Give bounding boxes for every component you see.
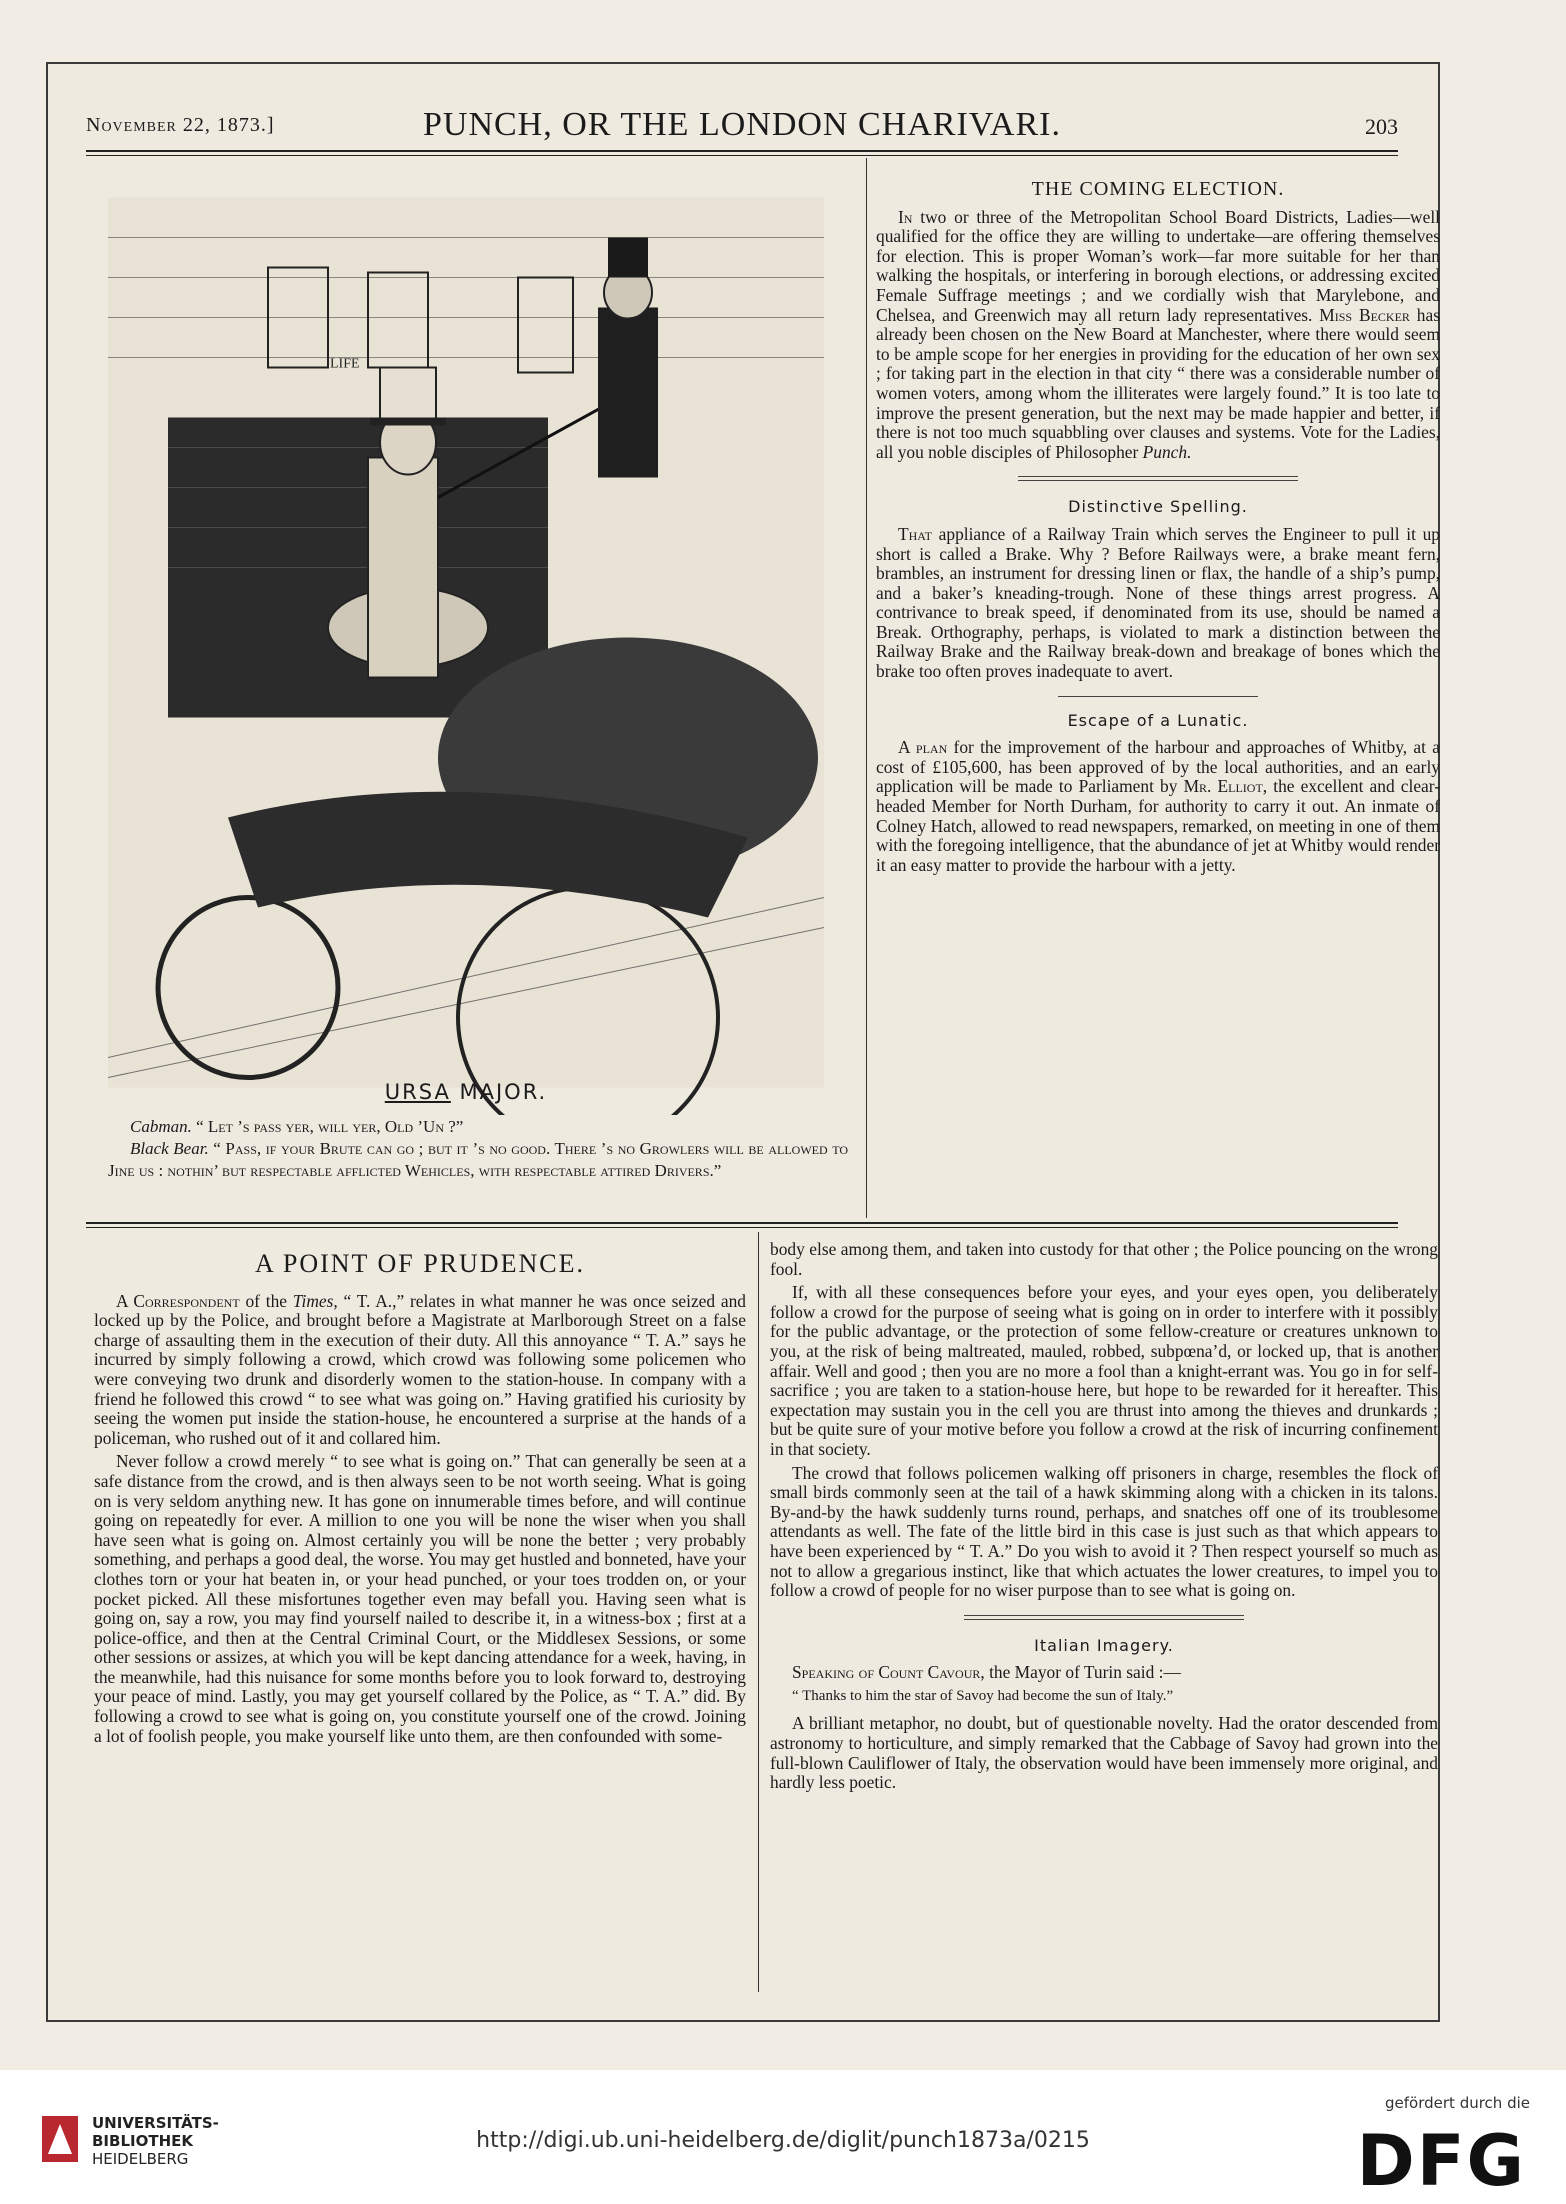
cartoon-illustration (108, 170, 824, 1115)
lunatic-heading: Escape of a Lunatic. (1067, 710, 1249, 730)
election-text-2: has already been chosen on the New Board at Manchester, where there would seem to be ample scope for her energies in providing for the education of her own sex ; for taking part in the election in that city “ there was a considerable number of women voters, among whom the illiterates were largely found.” It is too late to improve the present generation, but the next may be made happier and better, if there is not too much squabbling over clauses and systems. Vote for the Ladies, all you noble disciples of Philosopher (876, 304, 1440, 462)
digitization-footer (0, 2070, 1566, 2204)
prudence-heading: A POINT OF PRUDENCE. (255, 1249, 585, 1278)
lunatic-article (876, 738, 1440, 875)
issue-date: November 22, 1873.] (86, 114, 275, 136)
dfg-logo: DFG (1356, 2120, 1526, 2202)
cartoon-title (108, 1080, 824, 1104)
prudence-para-4: If, with all these consequences before your eyes, and your eyes open, you deliberately follow a crowd for the purpose of seeing what is going on in order to interfere with it possibly for the public advantage, or the protection of some fellow-creature or creatures unknown to you, at the risk of being maltreated, mauled, robbed, subpœna’d, or locked up, that is another affair. Well and good ; then you are no more a fool than a knight-errant was. You go in for self-sacrifice ; you are taken to a station-house here, but hope to be rewarded for it hereafter. This expectation may sustain you in the cell you are thrust into among the thieves and drunkards ; but be quite sure of your motive before you follow a crowd at the risk of incurring confinement in that society. (770, 1282, 1438, 1459)
prudence-column-right (770, 1240, 1438, 1797)
spelling-article (876, 525, 1440, 682)
section-separator (1058, 696, 1258, 697)
prudence-column-left (94, 1240, 746, 1750)
publication-title: PUNCH, OR THE LONDON CHARIVARI. (422, 106, 1061, 143)
upper-column-divider (866, 158, 867, 1218)
italian-para-1 (770, 1663, 1438, 1683)
spelling-lead: That (898, 523, 932, 544)
italian-text-1: the Mayor of Turin said :— (984, 1662, 1181, 1683)
library-line-3: HEIDELBERG (92, 2150, 189, 2168)
shop-sign-text: LIFE (330, 356, 360, 372)
header-rule (86, 150, 1398, 156)
spelling-heading: Distinctive Spelling. (1068, 497, 1248, 517)
prudence-para-1 (94, 1292, 746, 1449)
prudence-text-1: “ T. A.,” relates in what manner he was once seized and locked up by the Police, and brought before a Magistrate at Marlborough Street on a false charge of assaulting them in the execution of their duty. All this annoyance “ T. A.” says he incurred by simply following a crowd, which crowd was following some policemen who were conveying two drunk and disorderly women to the station-house. In company with a friend he followed this crowd “ to see what was going on.” Having gratified his curiosity by seeing the women put inside the station-house, he encountered a surprise at the hands of a policeman, who rushed out of it and collared him. (94, 1290, 746, 1448)
italian-heading: Italian Imagery. (1034, 1635, 1174, 1655)
prudence-para-5: The crowd that follows policemen walking off prisoners in charge, resembles the flock of small birds commonly seen at the tail of a hawk skimming along with a chicken in its talons. By-and-by the hawk suddenly turns round, perhaps, and snatches off one of its troublesome attendants as well. The fate of the little bird in this case is just such as that which appears to have been experienced by “ T. A.” Do you wish to avoid it ? Then respect yourself so much as not to allow a gregarious instinct, like that which actuates the lower creatures, to impel you to follow a crowd of people for no wiser purpose than to see what is going on. (770, 1462, 1438, 1601)
library-line-2: BIBLIOTHEK (92, 2132, 193, 2150)
prudence-lead: A Correspondent (116, 1290, 240, 1311)
cartoon-title-rest: MAJOR. (450, 1080, 548, 1104)
prudence-para-2: Never follow a crowd merely “ to see what is going on.” That can generally be seen at a safe distance from the crowd, and is then always seen to be not worth seeing. What is going on is very seldom anything new. It has gone on innumerable times before, and will continue going on repeatedly for ever. A million to one you will be none the wiser when you shall have seen what is going on. Almost certainly you will be none the better ; very probably something, and perhaps a good deal, the worse. You may get hustled and bonneted, have your clothes torn or your hat beaten in, or your head punched, or your toes trodden on, or your pocket picked. All these misfortunes together even may befall you. Having seen what is going on, say a row, you may find yourself nailed to describe it, in a witness-box ; first at a police-office, and then at the Central Criminal Court, or the Middlesex Sessions, or some other sessions or assizes, at which you will be kept dancing attendance for a week, having, in the meanwhile, had this nuisance for some months before you to look forward to, destroying your peace of mind. Lastly, you may get yourself collared by the Police, as “ T. A.” did. By following a crowd to see what is going on, you constitute yourself one of the crowd. Joining a lot of foolish people, you make yourself like unto them, are then confounded with some- (94, 1451, 746, 1746)
line-text-cabman: “ Let ’s pass yer, will yer, Old ’Un ?” (191, 1117, 464, 1136)
funding-note: gefördert durch die (1385, 2094, 1530, 2112)
dialogue-line-bear (108, 1138, 848, 1182)
lunatic-text-1: for the improvement of the harbour and approaches of Whitby, at a cost of £105,600, has been approved of by the local authorities, and an early application will be made to Parliament by (876, 737, 1440, 797)
section-separator (964, 1615, 1244, 1620)
line-text-bear: “ Pass, if your Brute can go ; but it ’s no good. There ’s no Growlers will be allowed to Jine us : nothin’ but respectable afflicted Wehicles, with respectable attired Drivers.” (108, 1139, 849, 1180)
italian-lead: Speaking of Count Cavour, (792, 1662, 985, 1683)
italian-para-2: A brilliant metaphor, no doubt, but of questionable novelty. Had the orator descended from astronomy to horticulture, and simply remarked that the Cabbage of Savoy had grown into the full-blown Cauliflower of Italy, the observation would have been immensely more original, and hardly less poetic. (770, 1713, 1438, 1793)
election-punch: Punch. (1142, 441, 1192, 462)
dialogue-line-cabman (108, 1116, 848, 1138)
spelling-text: appliance of a Railway Train which serves the Engineer to pull it up short is called a Brake. Why ? Before Railways were, a brake meant fern, brambles, an instrument for dressing linen or flax, the handle of a ship’s pump, and a baker’s kneading-trough. None of these things arrest progress. A contrivance to break speed, if denominated from its use, should be named a Break. Orthography, perhaps, is violated to mark a distinction between the Railway Brake and the Railway break-down and breakage of bones which the brake too often proves inadequate to avert. (876, 523, 1440, 682)
lunatic-text-2: the excellent and clear-headed Member for North Durham, for authority to carry it out. An inmate of Colney Hatch, allowed to read newspapers, remarked, on meeting in one of them with the foregoing intelligence, that the abundance of jet at Whitby would render it an easy matter to provide the harbour with a jetty. (876, 776, 1440, 875)
election-text-1: two or three of the Metropolitan School Board Districts, Ladies—well qualified for the office they are willing to undertake—are offering themselves for election. This is proper Woman’s work—far more suitable for her than walking the hospitals, or interfering in borough elections, or addressing excited Female Suffrage meetings ; and we cordially wish that Marylebone, and Chelsea, and Greenwich may all return lady representatives. (876, 206, 1440, 325)
election-lead: In (898, 206, 913, 227)
prudence-mid: of the (239, 1290, 293, 1311)
election-article (876, 208, 1440, 463)
election-miss-becker: Miss Becker (1319, 304, 1410, 325)
library-line-1: UNIVERSITÄTS- (92, 2114, 219, 2132)
lunatic-lead: A plan (898, 737, 948, 758)
page-header (46, 62, 1440, 162)
prudence-times: Times, (292, 1290, 338, 1311)
lunatic-mr-elliot: Mr. Elliot, (1183, 776, 1268, 797)
election-heading: THE COMING ELECTION. (1031, 178, 1285, 200)
speaker-black-bear: Black Bear. (130, 1139, 209, 1158)
masthead (86, 106, 1398, 154)
right-column-upper (876, 180, 1440, 879)
permalink-url[interactable]: http://digi.ub.uni-heidelberg.de/diglit/punch1873a/0215 (476, 2128, 1090, 2153)
page-number: 203 (1365, 114, 1398, 139)
middle-rule (86, 1222, 1398, 1228)
speaker-cabman: Cabman. (130, 1117, 192, 1136)
section-separator (1018, 476, 1298, 481)
cartoon-title-underlined: URSA (384, 1080, 451, 1104)
lower-column-divider (758, 1232, 759, 1992)
cartoon-dialogue (108, 1116, 848, 1182)
italian-quote: “ Thanks to him the star of Savoy had become the sun of Italy.” (792, 1687, 1174, 1704)
prudence-para-3: body else among them, and taken into custody for that other ; the Police pouncing on the wrong fool. (770, 1239, 1438, 1279)
